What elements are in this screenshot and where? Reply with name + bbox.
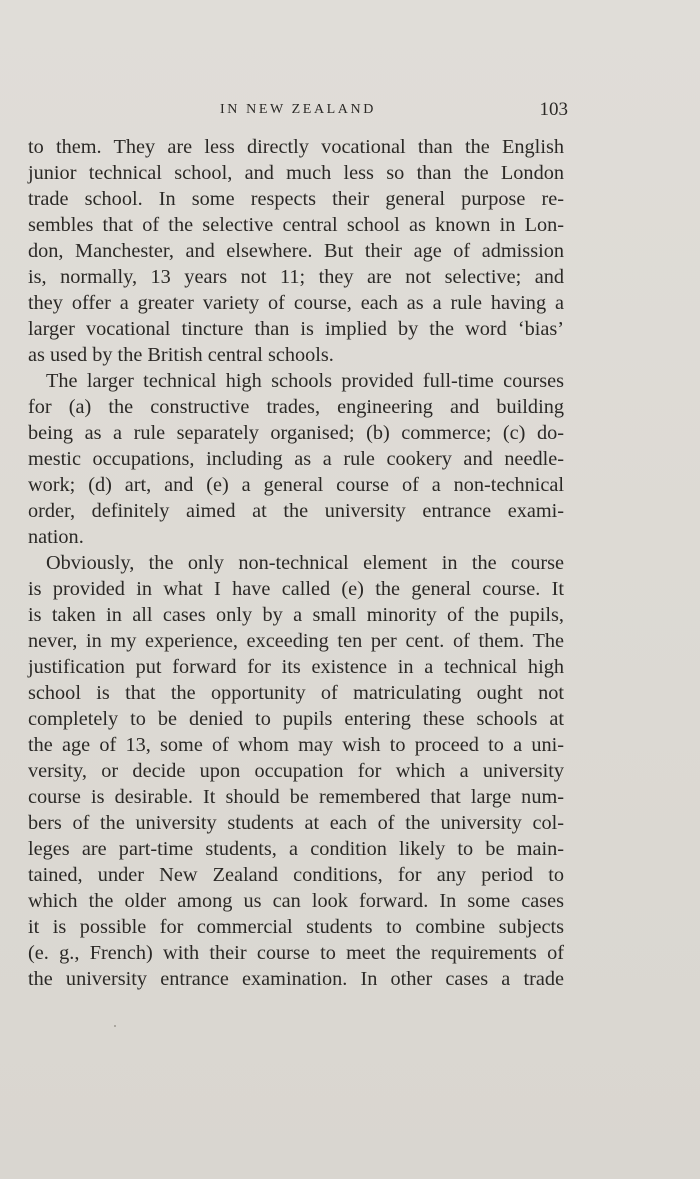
text-line: they offer a greater variety of course, each as a rule having a	[28, 292, 564, 314]
running-title: IN NEW ZEALAND	[220, 102, 376, 117]
text-line: school is that the opportunity of matriculating ought not	[28, 682, 564, 704]
text-line: leges are part-time students, a condition likely to be main-	[28, 838, 564, 860]
text-line: is taken in all cases only by a small minority of the pupils,	[28, 604, 564, 626]
text-line: larger vocational tincture than is implied by the word ‘bias’	[28, 318, 564, 340]
text-line: the university entrance examination. In other cases a trade	[28, 968, 564, 990]
text-line: to them. They are less directly vocational than the English	[28, 136, 564, 158]
text-line: it is possible for commercial students to combine subjects	[28, 916, 564, 938]
text-line: the age of 13, some of whom may wish to proceed to a uni-	[28, 734, 564, 756]
text-line: course is desirable. It should be remembered that large num-	[28, 786, 564, 808]
running-head	[28, 99, 568, 121]
text-line: order, definitely aimed at the university entrance exami-	[28, 500, 564, 522]
text-line: never, in my experience, exceeding ten per cent. of them. The	[28, 630, 564, 652]
text-line: mestic occupations, including as a rule cookery and needle-	[28, 448, 564, 470]
text-line: don, Manchester, and elsewhere. But their age of admission	[28, 240, 564, 262]
text-line: for (a) the constructive trades, engineering and building	[28, 396, 564, 418]
text-line: as used by the British central schools.	[28, 344, 334, 366]
text-line: is provided in what I have called (e) the general course. It	[28, 578, 564, 600]
paper-speck	[114, 1025, 116, 1027]
paragraph-first-line: The larger technical high schools provided full-time courses	[46, 370, 564, 392]
text-line: sembles that of the selective central school as known in Lon-	[28, 214, 564, 236]
text-line: justification put forward for its existence in a technical high	[28, 656, 564, 678]
text-line: completely to be denied to pupils entering these schools at	[28, 708, 564, 730]
text-line: trade school. In some respects their general purpose re-	[28, 188, 564, 210]
text-line: which the older among us can look forward. In some cases	[28, 890, 564, 912]
text-line: junior technical school, and much less so than the London	[28, 162, 564, 184]
text-line: is, normally, 13 years not 11; they are not selective; and	[28, 266, 564, 288]
body-text	[28, 134, 564, 992]
text-line: being as a rule separately organised; (b) commerce; (c) do-	[28, 422, 564, 444]
text-line: versity, or decide upon occupation for which a university	[28, 760, 564, 782]
text-line: (e. g., French) with their course to meet the requirements of	[28, 942, 564, 964]
text-line: work; (d) art, and (e) a general course of a non-technical	[28, 474, 564, 496]
paragraph-first-line: Obviously, the only non-technical element in the course	[46, 552, 564, 574]
page-number: 103	[539, 99, 568, 120]
text-line: bers of the university students at each of the university col-	[28, 812, 564, 834]
text-line: tained, under New Zealand conditions, for any period to	[28, 864, 564, 886]
text-line: nation.	[28, 526, 84, 548]
